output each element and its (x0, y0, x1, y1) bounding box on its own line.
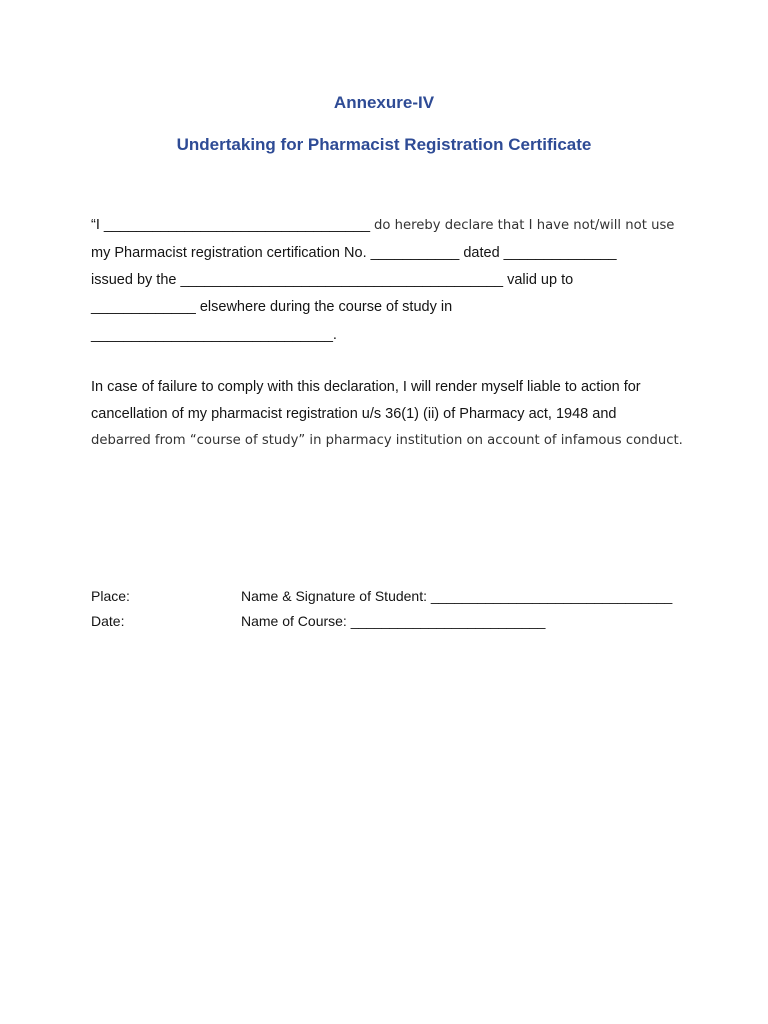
place-label: Place: (91, 588, 130, 604)
annexure-heading: Annexure-IV (333, 93, 435, 112)
declaration-line-2: my Pharmacist registration certification No. ___________ dated ______________ (91, 245, 617, 261)
consequence-line-2: cancellation of my pharmacist registration u/s 36(1) (ii) of Pharmacy act, 1948 and (91, 406, 617, 422)
declaration-line-3: issued by the ________________________________________ valid up to (91, 272, 574, 288)
declaration-line-5: ______________________________. (91, 327, 337, 343)
consequence-line-1: In case of failure to comply with this declaration, I will render myself liable to action for (91, 379, 641, 395)
course-name-line: Name of Course: _________________________ (241, 613, 546, 629)
declaration-line-1-end: do hereby declare that I have not/will not use (374, 218, 675, 233)
declaration-line-1 (91, 217, 674, 233)
document-title: Undertaking for Pharmacist Registration Certificate (176, 135, 592, 154)
consequence-line-3: debarred from “course of study” in pharmacy institution on account of infamous conduct. (91, 433, 683, 448)
student-signature-line: Name & Signature of Student: _______________________________ (241, 588, 673, 604)
declaration-line-1-start: “I _________________________________ (91, 217, 371, 233)
date-label: Date: (91, 613, 125, 629)
declaration-line-4: _____________ elsewhere during the course of study in (91, 299, 453, 315)
